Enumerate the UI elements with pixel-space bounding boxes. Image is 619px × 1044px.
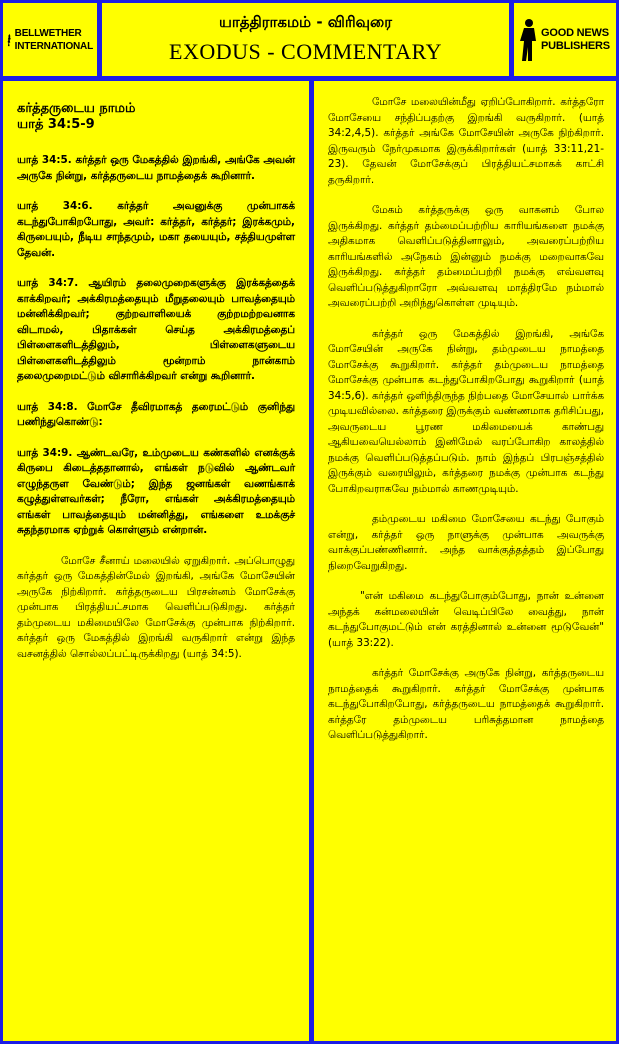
bellwether-logo — [3, 3, 97, 76]
commentary-paragraph — [328, 95, 604, 188]
heading-title: கர்த்தருடைய நாமம் — [17, 101, 136, 116]
title-english: EXODUS - COMMENTARY — [169, 39, 442, 64]
section-heading — [17, 101, 295, 133]
bellwether-ram-icon — [7, 17, 12, 63]
verse-34-7: யாத் 34:7. ஆயிரம் தலைமுறைகளுக்கு இரக்கத்தைக் காக்கிறவர்; அக்கிரமத்தையும் மீறுதலையும் பாவத்தையும் மன்னிக்கிறவர்; குற்றவாளியைக் குற்றமற்றவனாக விடாமல், பிதாக்கள் செய்த அக்கிரமத்தைப் பிள்ளைகளிடத்திலும், பிள்ளைகளுடைய பிள்ளைகளிடத்திலும் மூன்றாம் நான்காம் தலைமுறைமட்டும் விசாரிக்கிறவர் என்று கூறினார். — [17, 277, 295, 382]
paragraph-text: கர்த்தர் மோசேக்கு அருகே நின்று, கர்த்தருடைய நாமத்தைக் கூறுகிறார். கர்த்தர் மோசேக்கு முன்பாக கடந்துபோகிறபோது, கர்த்தருடைய நாமத்தைக் கூறுகிறார். கர்த்தரே தம்முடைய பரிசுத்தமான நாமத்தை வெளிப்படுத்துகிறார். — [328, 667, 604, 741]
right-column — [314, 81, 616, 1041]
commentary-paragraph — [328, 327, 604, 498]
paragraph-text: கர்த்தர் ஒரு மேகத்தில் இறங்கி, அங்கே மோசேயின் அருகே நின்று, தம்முடைய நாமத்தை மோசேக்கு கூறுகிறார். கர்த்தர் தம்முடைய நாமத்தை மோசேக்கு முன்பாக கடந்துபோகிறபோது கூறுகிறார் (யாத் 34:5,6). கர்த்தர் ஒளிந்திருந்த நிற்பதை மோசேயால் பார்க்க முடியவில்லை. கர்த்தரை இருக்கும் வண்ணமாக தரிசிப்பது, அவருடைய பூரண மகிமையைக் காண்பது ஆகியவையெல்லாம் இனிமேல் வரப்போகிற காலத்தில் நமக்கு வெளிப்படுத்தப்படும். நாம் இந்தப் பிரபஞ்சத்தில் இருக்கும் வரையிலும், கர்த்தரை நமக்கு முன்பாக கடந்து போகிறவராகவே நம்மால் காணமுடியும். — [328, 327, 604, 495]
good-news-logo — [514, 3, 616, 76]
paragraph-text: மேகம் கர்த்தருக்கு ஒரு வாகனம் போல இருக்கிறது. கர்த்தர் தம்மைப்பற்றிய காரியங்களை நமக்கு அதிகமாக வெளிப்படுத்தினாலும், அவரைப்பற்றிய காரியங்களில் அநேகம் இன்னும் நமக்கு மறைவாகவே இருக்கிறது. கர்த்தர் தம்மைப்பற்றி நமக்கு எவ்வளவு வெளிப்படுத்துகிறாரோ அவ்வளவு மாத்திரமே நம்மால் அவரைப்பற்றி அறிந்துகொள்ள முடியும். — [328, 204, 604, 309]
left-column — [3, 81, 309, 1041]
heading-reference: யாத் 34:5-9 — [17, 117, 95, 132]
scripture-quote — [328, 589, 604, 651]
commentary-paragraph — [328, 203, 604, 312]
logo-left-line2: INTERNATIONAL — [14, 40, 93, 52]
commentary-paragraph — [328, 512, 604, 574]
header-title — [102, 3, 509, 76]
verse-34-8: யாத் 34:8. மோசே தீவிரமாகத் தரைமட்டும் குனிந்து பணிந்துகொண்டு: — [17, 400, 295, 428]
logo-right-line1: GOOD NEWS — [541, 26, 609, 39]
verse-34-5: யாத் 34:5. கர்த்தர் ஒரு மேகத்தில் இறங்கி, அங்கே அவன் அருகே நின்று, கர்த்தருடைய நாமத்தைக் கூறினார். — [17, 154, 295, 182]
verse-34-9: யாத் 34:9. ஆண்டவரே, உம்முடைய கண்களில் எனக்குக் கிருபை கிடைத்ததானால், எங்கள் நடுவில் ஆண்டவர் எழுந்தருள வேண்டும்; இந்த ஜனங்கள் வணங்காக் கழுத்துள்ளவர்கள்; நீரோ, எங்கள் அக்கிரமத்தையும் எங்கள் பாவத்தையும் மன்னித்து, எங்களை உமக்குச் சுதந்தரமாக ஏற்றுக் கொள்ளும் என்றான். — [17, 446, 295, 536]
logo-right-line2: PUBLISHERS — [541, 39, 610, 52]
quote-text: "என் மகிமை கடந்துபோகும்போது, நான் உன்னை அந்தக் கன்மலையின் வெடிப்பிலே வைத்து, நான் கடந்துபோகுமட்டும் என் கரத்தினால் உன்னை மூடுவேன்" (யாத் 33:22). — [328, 590, 604, 649]
paragraph-text: தம்முடைய மகிமை மோசேயை கடந்து போகும் என்று, கர்த்தர் ஒரு நாளுக்கு முன்பாக அவருக்கு வாக்குப்பண்ணினார். அந்த வாக்குத்தத்தம் இப்போது நிறைவேறுகிறது. — [328, 513, 604, 572]
title-tamil: யாத்திராகமம் - விரிவுரை — [219, 13, 392, 31]
commentary-paragraph — [328, 666, 604, 744]
commentary-text: மோசே சீனாய் மலையில் ஏறுகிறார். அப்பொழுது கர்த்தர் ஒரு மேகத்தின்மேல் இறங்கி, அங்கே மோசேயின் அருகே நிற்கிறார். கர்த்தருடைய பிரசன்னம் மோசேக்கு முன்பாக பிரத்தியட்சமாக வெளிப்படுகிறது. கர்த்தர் தம்முடைய மகிமையிலே மோசேக்கு முன்பாக நிற்கிறார். கர்த்தர் ஒரு மேகத்தில் இறங்கி வருகிறார் என்று இந்த வசனத்தில் சொல்லப்பட்டிருக்கிறது (யாத் 34:5). — [17, 554, 295, 660]
commentary-paragraph — [17, 554, 295, 663]
paragraph-text: மோசே மலையின்மீது ஏறிப்போகிறார். கர்த்தரோ மோசேயை சந்திப்பதற்கு இறங்கி வருகிறார். (யாத் 34:2,4,5). கர்த்தர் அங்கே மோசேயின் அருகே நிற்கிறார். இருவரும் நேர்முகமாக இருக்கிறார்கள் (யாத் 33:11,21-23). தேவன் மோசேக்குப் பிரத்தியட்சமாகக் காட்சி தருகிறார். — [328, 96, 604, 186]
figure-icon — [518, 17, 538, 63]
logo-left-line1: BELLWETHER — [14, 27, 82, 39]
verse-34-6: யாத் 34:6. கர்த்தர் அவனுக்கு முன்பாகக் கடந்துபோகிறபோது, அவர்: கர்த்தர், கர்த்தர்; இரக்கமும், கிருபையும், நீடிய சாந்தமும், மகா தயையும், சத்தியமுள்ள தேவன். — [17, 200, 295, 259]
